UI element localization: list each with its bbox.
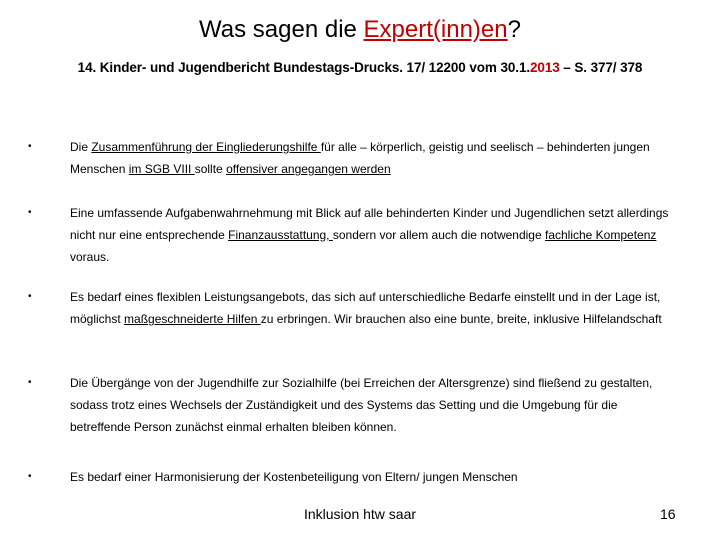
bullet-underlined-text: offensiver angegangen werden: [226, 162, 391, 176]
bullet-text: [70, 286, 678, 330]
bullet-underlined-text: maßgeschneiderte Hilfen: [124, 312, 261, 326]
bullet-underlined-text: fachliche Kompetenz: [544, 228, 657, 242]
title-prefix: Was sagen die: [199, 16, 364, 43]
bullet-segment: voraus.: [70, 250, 110, 264]
subtitle-year: 2013: [530, 60, 560, 75]
subtitle-part1: 14. Kinder- und Jugendbericht Bundestags-Drucks. 17/ 12200 vom 30.1.: [77, 60, 531, 75]
bullet-dot-icon: •: [28, 291, 32, 302]
bullet-segment: Es bedarf einer Harmonisierung der Kostenbeteiligung von Eltern/ jungen Menschen: [70, 470, 518, 484]
bullet-dot-icon: •: [28, 471, 32, 482]
title-suffix: ?: [507, 16, 521, 43]
bullet-dot-icon: •: [28, 207, 32, 218]
bullet-segment: sondern vor allem auch die notwendige: [332, 228, 545, 242]
bullet-dot-icon: •: [28, 141, 32, 152]
bullet-text: [70, 202, 678, 268]
footer-text: Inklusion htw saar: [303, 506, 417, 522]
bullet-segment: sollte: [194, 162, 227, 176]
bullet-text: [70, 466, 678, 488]
bullet-segment: Eine umfassende Aufgabenwahrnehmung mit Blick auf alle behinderten Kinder und Jugendlichen setzt allerdings nicht nur eine entsprechende: [70, 206, 669, 242]
bullet-segment: für alle – körperlich, geistig und seelisch – behinderten jungen Menschen: [70, 140, 650, 176]
page-number: 16: [660, 506, 676, 522]
bullet-text: [70, 372, 678, 438]
bullet-segment: zu erbringen. Wir brauchen also eine bunte, breite, inklusive Hilfelandschaft: [260, 312, 662, 326]
bullet-dot-icon: •: [28, 377, 32, 388]
subtitle-part2: – S. 377/ 378: [559, 60, 643, 75]
slide-subtitle: [0, 58, 720, 78]
bullet-text: [70, 136, 678, 180]
bullet-segment: Die: [70, 140, 92, 154]
bullet-underlined-text: Zusammenführung der Eingliederungshilfe: [91, 140, 321, 154]
bullet-underlined-text: im SGB VIII: [128, 162, 195, 176]
bullet-underlined-text: Finanzausstattung,: [228, 228, 333, 242]
title-highlight: Expert(inn)en: [363, 16, 508, 43]
bullet-segment: Es bedarf eines flexiblen Leistungsangebots, das sich auf unterschiedliche Bedarfe einstellt und in der Lage ist, möglichst: [70, 290, 661, 326]
slide-title: [0, 14, 720, 46]
bullet-segment: Die Übergänge von der Jugendhilfe zur Sozialhilfe (bei Erreichen der Altersgrenze) sind fließend zu gestalten, sodass trotz eines Wechsels der Zuständigkeit und des Systems das Setting und die Umgebung für die betreffende Person zunächst einmal erhalten bleiben können.: [70, 376, 653, 434]
